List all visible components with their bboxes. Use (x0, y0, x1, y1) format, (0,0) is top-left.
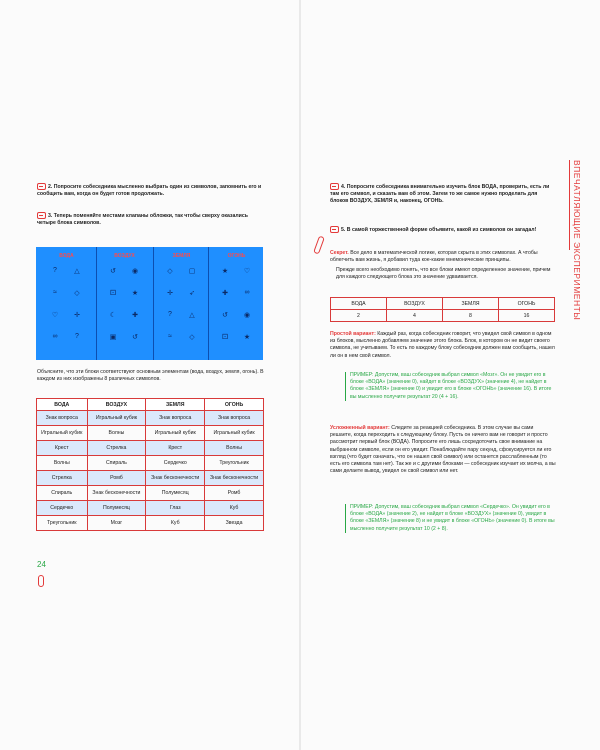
table-row (37, 441, 264, 456)
table-row (37, 501, 264, 516)
symbol-icon: ✚ (132, 312, 138, 319)
symbol-icon: △ (74, 268, 80, 275)
symbol-icon: ∞ (244, 289, 250, 296)
step-3: 3. Теперь поменяйте местами клапаны обложки, так чтобы сверху оказались четыре блока символов. (37, 212, 248, 227)
table-cell: Мозг (87, 516, 146, 531)
table-row (37, 411, 264, 426)
symbol-icon: ✛ (167, 290, 173, 297)
arrow-icon (330, 226, 339, 233)
secret-text (330, 250, 556, 264)
table-cell: Куб (146, 516, 205, 531)
explain-text: Объясните, что эти блоки соответствуют основным элементам (вода, воздух, земля, огонь). В каждом из них изображены 8 различных символов. (37, 369, 264, 383)
table-head: ЗЕМЛЯ (146, 399, 205, 411)
step-2: 2. Попросите собеседника мысленно выбрать один из символов, запомнить его и сообщить вам, когда он будет готов продолжать. (37, 183, 262, 198)
secret-body: Все дело в математической логике, которая скрыта в этих символах. А чтобы облегчить вам жизнь, я добавил туда кое-какие мнемонические принципы. (330, 250, 538, 264)
page-number: 24 (37, 560, 46, 569)
table-cell: Волны (37, 456, 88, 471)
symbol-icon: ☾ (109, 312, 117, 319)
table-cell: Сердечко (37, 501, 88, 516)
panel-col-fire (210, 247, 263, 360)
table-cell: Знак бесконечности (205, 471, 264, 486)
table-cell: Крест (146, 441, 205, 456)
arrow-icon (37, 212, 46, 219)
value-cell: 4 (387, 310, 443, 322)
table-head: ВОДА (37, 399, 88, 411)
value-cell: 16 (499, 310, 555, 322)
values-head: ОГОНЬ (499, 298, 555, 310)
symbol-icon: ♡ (51, 312, 59, 319)
table-row (37, 471, 264, 486)
arrow-icon (37, 183, 46, 190)
example-1: ПРИМЕР: Допустим, ваш собеседник выбрал символ «Мозг». Он не увидит его в блоке «ВОДА» (значение 0), найдет в блоке «ВОЗДУХ» (значение 4), не найдет в блоке «ЗЕМЛЯ» (значение 0) и увидит его в блоке «ОГОНЬ» (значение 16). В итоге вы мысленно получите результат 20 (4 + 16). (345, 372, 557, 401)
simple-label: Простой вариант: (330, 331, 376, 337)
symbol-icon: ? (75, 333, 79, 340)
table-cell: Знак бесконечности (146, 471, 205, 486)
table-cell: Стрелка (37, 471, 88, 486)
table-head: ОГОНЬ (205, 399, 264, 411)
simple-body: Каждый раз, когда собеседник говорит, что увидел свой символ в одном из блоков, мысленно добавляем значение этого блока. Блок, в котором он не видит своего символа, не учитываем. То есть по каждому блоку собеседник должен вам сообщить, нашел ли он в нем свой символ. (330, 331, 555, 359)
symbol-table-body (37, 411, 264, 531)
table-cell: Знак бесконечности (87, 486, 146, 501)
panel-divider (153, 247, 154, 360)
panel-col-air (98, 247, 151, 360)
symbol-panel (36, 247, 263, 360)
symbol-icon: ◉ (131, 268, 139, 275)
step-4: 4. Попросите собеседника внимательно изучить блок ВОДА, проверить, есть ли там его символ, и сказать вам об этом. Затем то же самое нужно проделать для блоков ВОЗДУХ, ЗЕМЛЯ и, наконец, ОГОНЬ. (330, 183, 550, 205)
symbol-icon: ♡ (243, 268, 251, 275)
symbol-icon: ▣ (109, 334, 117, 341)
symbol-icon: ? (53, 267, 57, 274)
values-head: ВОЗДУХ (387, 298, 443, 310)
symbol-icon: ★ (131, 290, 139, 297)
example-2: ПРИМЕР: Допустим, ваш собеседник выбрал символ «Сердечко». Он увидит его в блоке «ВОДА» (значение 2), не найдет в блоке «ВОЗДУХ» (значение 0), увидит в блоке «ЗЕМЛЯ» (значение 8) и не увидит в блоке «ОГОНЬ» (значение 0). В итоге вы мысленно получите результат 10 (2 + 8). (345, 504, 557, 533)
symbol-icon: ⚀ (221, 334, 229, 341)
values-head: ЗЕМЛЯ (443, 298, 499, 310)
table-cell: Игральный кубик (87, 411, 146, 426)
value-cell: 8 (443, 310, 499, 322)
symbol-icon: ⚀ (109, 290, 117, 297)
table-cell: Звезда (205, 516, 264, 531)
table-cell: Игральный кубик (146, 426, 205, 441)
symbol-icon: ★ (221, 268, 229, 275)
table-cell: Треугольник (37, 516, 88, 531)
chapter-title: ВПЕЧАТЛЯЮЩИЕ ЭКСПЕРИМЕНТЫ (572, 160, 582, 321)
symbol-icon: ↺ (222, 312, 228, 319)
symbol-icon: ➶ (189, 290, 195, 297)
table-cell: Спираль (37, 486, 88, 501)
values-head: ВОДА (331, 298, 387, 310)
symbol-icon: ✛ (74, 312, 80, 319)
table-cell: Знак вопроса (37, 411, 88, 426)
symbol-table (36, 398, 264, 531)
secret-label: Секрет. (330, 250, 349, 256)
symbol-icon: ↺ (132, 334, 138, 341)
symbol-icon: ≈ (53, 289, 57, 296)
symbol-icon: ≈ (168, 333, 172, 340)
symbol-icon: ? (168, 311, 172, 318)
table-head: ВОЗДУХ (87, 399, 146, 411)
panel-head: ВОЗДУХ (114, 253, 135, 259)
symbol-icon: ◇ (189, 334, 195, 341)
symbol-icon: ▢ (188, 268, 196, 275)
arrow-icon (330, 183, 339, 190)
table-cell: Ромб (205, 486, 264, 501)
symbol-icon: ◇ (74, 290, 80, 297)
symbol-icon: ∞ (52, 333, 58, 340)
table-cell: Треугольник (205, 456, 264, 471)
hard-label: Усложненный вариант: (330, 425, 390, 431)
panel-head: ОГОНЬ (227, 253, 246, 259)
panel-divider (208, 247, 209, 360)
table-cell: Сердечко (146, 456, 205, 471)
panel-col-earth (155, 247, 208, 360)
leaf-icon (38, 575, 44, 587)
panel-head: ВОДА (59, 253, 74, 259)
symbol-icon: ◉ (243, 312, 251, 319)
table-cell: Игральный кубик (205, 426, 264, 441)
table-cell: Полумесяц (146, 486, 205, 501)
symbol-icon: △ (189, 312, 195, 319)
secret-text-2: Прежде всего необходимо понять, что все блоки имеют определенное значение, причем для каждого следующего блока это значение удваивается. (336, 267, 551, 281)
table-cell: Полумесяц (87, 501, 146, 516)
panel-divider (96, 247, 97, 360)
symbol-icon: ★ (243, 334, 251, 341)
value-cell: 2 (331, 310, 387, 322)
panel-col-water (40, 247, 93, 360)
table-cell: Волны (205, 441, 264, 456)
hard-variant (330, 425, 556, 475)
table-cell: Глаз (146, 501, 205, 516)
table-cell: Волны (87, 426, 146, 441)
table-row (37, 486, 264, 501)
table-cell: Знак вопроса (146, 411, 205, 426)
symbol-icon: ◇ (167, 268, 173, 275)
panel-head: ЗЕМЛЯ (172, 253, 191, 259)
table-row (37, 456, 264, 471)
values-table (330, 297, 555, 322)
chapter-tab-line (569, 160, 570, 250)
table-cell: Куб (205, 501, 264, 516)
simple-variant (330, 331, 556, 360)
step-5: 5. В самой торжественной форме объявите, какой из символов он загадал! (330, 226, 556, 234)
table-cell: Крест (37, 441, 88, 456)
hard-body: Следите за реакцией собеседника. В этом случае вы сами решаете, когда переходить к следующему блоку. Пусть он ничего вам не говорит и просто рассмотрит первый блок (ВОДА). Попросите его лишь сосредоточить свое внимание на выбранном символе, если он его увидит. Понаблюдайте пару секунд, сфокусируется ли его взгляд (что будет означать, что он нашел свой символ) или останется расслабленным (то есть его символа там нет). Так же и с другими блоками — собеседник изучает их молча, а вы сами делаете вывод, увидел он свой символ или нет. (330, 425, 556, 475)
table-cell: Стрелка (87, 441, 146, 456)
symbol-icon: ↺ (110, 268, 116, 275)
table-row (37, 426, 264, 441)
table-cell: Игральный кубик (37, 426, 88, 441)
table-cell: Спираль (87, 456, 146, 471)
symbol-icon: ✚ (222, 290, 228, 297)
table-cell: Ромб (87, 471, 146, 486)
table-cell: Знак вопроса (205, 411, 264, 426)
table-row (37, 516, 264, 531)
